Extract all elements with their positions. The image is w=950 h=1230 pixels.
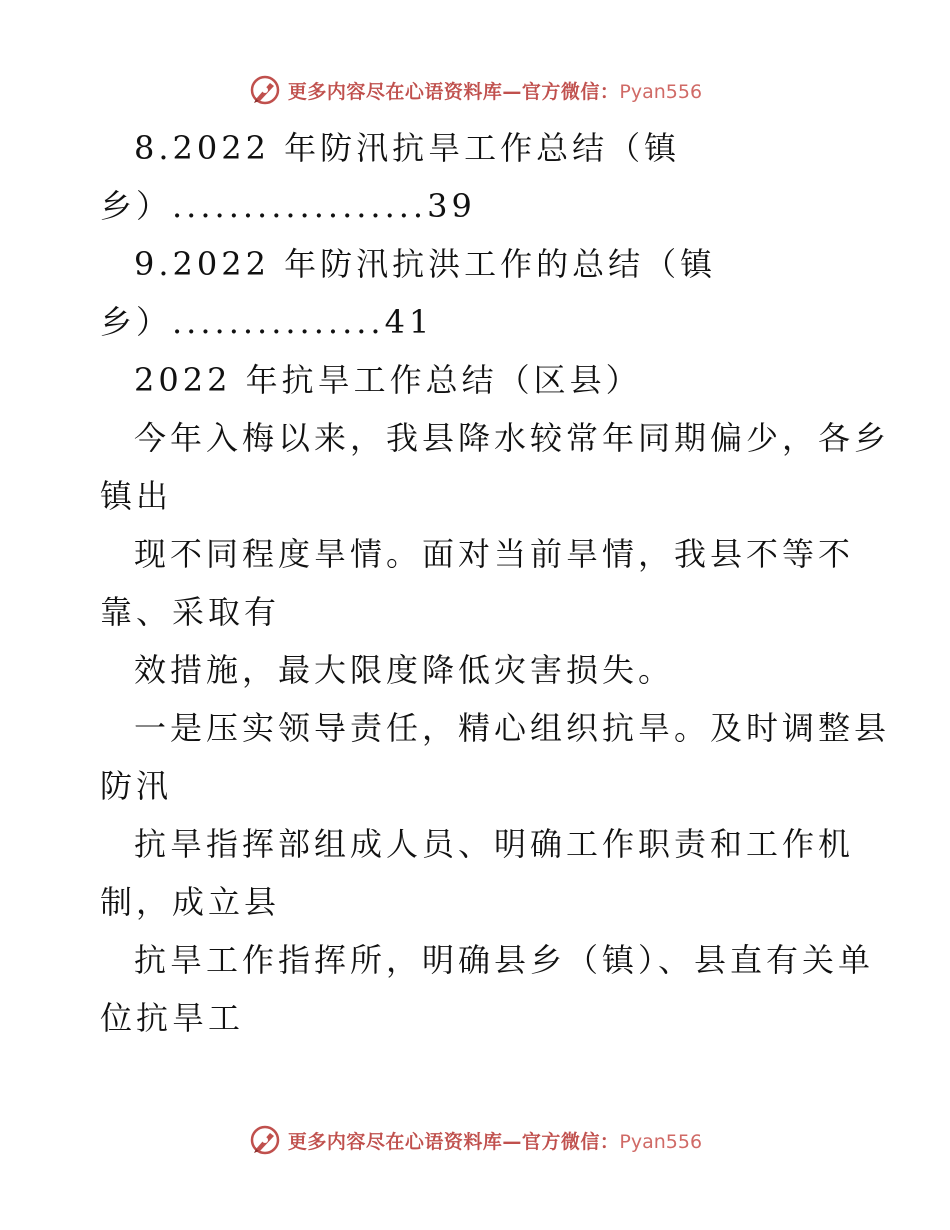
footer-watermark	[0, 1122, 950, 1158]
paragraph-line: 防汛	[100, 767, 173, 805]
paragraph-line: 抗旱工作指挥所，明确县乡（镇）、县直有关单	[134, 941, 875, 979]
pen-logo-icon	[248, 1123, 282, 1157]
toc-entry-9: 9.2022 年防汛抗洪工作的总结（镇	[134, 245, 717, 283]
paragraph-line: 一是压实领导责任，精心组织抗旱。及时调整县	[134, 709, 891, 747]
paragraph-line: 今年入梅以来，我县降水较常年同期偏少，各乡	[134, 419, 891, 457]
paragraph-line: 现不同程度旱情。面对当前旱情，我县不等不	[134, 535, 855, 573]
paragraph-line: 靠、采取有	[100, 593, 281, 631]
paragraph-line: 镇出	[100, 477, 173, 515]
watermark-text: 更多内容尽在心语资料库—官方微信：Pyan556	[287, 1130, 703, 1153]
watermark-wechat-id: Pyan556	[619, 80, 703, 103]
watermark-text: 更多内容尽在心语资料库—官方微信：Pyan556	[287, 80, 703, 103]
toc-entry-8: 8.2022 年防汛抗旱工作总结（镇	[134, 129, 681, 167]
pen-logo-icon	[248, 73, 282, 107]
paragraph-line: 抗旱指挥部组成人员、明确工作职责和工作机	[134, 825, 855, 863]
paragraph-line: 效措施，最大限度降低灾害损失。	[134, 651, 675, 689]
toc-entry-9-page: 乡）...............41	[100, 303, 434, 341]
header-watermark	[0, 72, 950, 108]
paragraph-line: 位抗旱工	[100, 999, 245, 1037]
watermark-wechat-id: Pyan556	[619, 1130, 703, 1153]
section-heading: 2022 年抗旱工作总结（区县）	[134, 361, 642, 399]
paragraph-line: 制，成立县	[100, 883, 281, 921]
toc-entry-8-page: 乡）..................39	[100, 187, 476, 225]
